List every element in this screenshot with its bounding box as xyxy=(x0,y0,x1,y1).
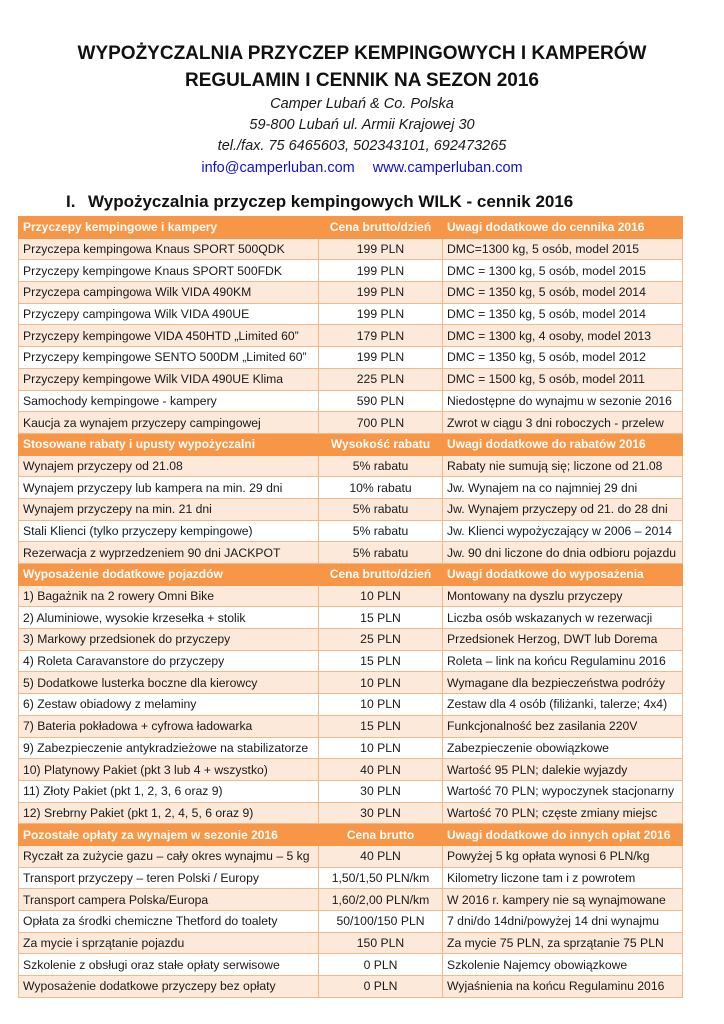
item-notes: Wymagane dla bezpieczeństwa podróży xyxy=(443,672,683,694)
item-name: Przyczepa kempingowa Knaus SPORT 500QDK xyxy=(19,238,319,260)
item-price: 199 PLN xyxy=(319,238,443,260)
main-title-line-1: WYPOŻYCZALNIA PRZYCZEP KEMPINGOWYCH I KAMPERÓW xyxy=(77,43,647,64)
item-name: Transport przyczepy – teren Polski / Europy xyxy=(19,867,319,889)
item-name: Samochody kempingowe - kampery xyxy=(19,390,319,412)
email-link[interactable]: info@camperluban.com xyxy=(201,160,355,176)
table-row xyxy=(19,303,683,325)
item-notes: Montowany na dyszlu przyczepy xyxy=(443,585,683,607)
item-notes: Roleta – link na końcu Regulaminu 2016 xyxy=(443,650,683,672)
item-price: 25 PLN xyxy=(319,629,443,651)
company-address: 59-800 Lubań ul. Armii Krajowej 30 xyxy=(249,117,475,133)
item-notes: W 2016 r. kampery nie są wynajmowane xyxy=(443,889,683,911)
header-category: Wyposażenie dodatkowe pojazdów xyxy=(19,564,319,586)
header-category: Stosowane rabaty i upusty wypożyczalni xyxy=(19,433,319,455)
item-name: 6) Zestaw obiadowy z melaminy xyxy=(19,694,319,716)
item-price: 199 PLN xyxy=(319,260,443,282)
table-row xyxy=(19,802,683,824)
item-name: 11) Złoty Pakiet (pkt 1, 2, 3, 6 oraz 9) xyxy=(19,780,319,802)
item-price: 225 PLN xyxy=(319,368,443,390)
item-name: 1) Bagażnik na 2 rowery Omni Bike xyxy=(19,585,319,607)
item-price: 30 PLN xyxy=(319,780,443,802)
table-row xyxy=(19,325,683,347)
item-name: Szkolenie z obsługi oraz stałe opłaty serwisowe xyxy=(19,954,319,976)
section-heading xyxy=(66,192,573,212)
item-name: 7) Bateria pokładowa + cyfrowa ładowarka xyxy=(19,715,319,737)
table-row xyxy=(19,347,683,369)
item-name: Przyczepy kempingowe Knaus SPORT 500FDK xyxy=(19,260,319,282)
item-price: 15 PLN xyxy=(319,715,443,737)
header-price: Wysokość rabatu xyxy=(319,433,443,455)
item-notes: Za mycie 75 PLN, za sprzątanie 75 PLN xyxy=(443,932,683,954)
item-price: 50/100/150 PLN xyxy=(319,911,443,933)
table-row xyxy=(19,238,683,260)
table-row xyxy=(19,976,683,998)
item-name: Wyposażenie dodatkowe przyczepy bez opłaty xyxy=(19,976,319,998)
item-price: 0 PLN xyxy=(319,976,443,998)
item-price: 5% rabatu xyxy=(319,498,443,520)
item-price: 15 PLN xyxy=(319,607,443,629)
item-name: 10) Platynowy Pakiet (pkt 3 lub 4 + wszystko) xyxy=(19,759,319,781)
table-row xyxy=(19,759,683,781)
table-row xyxy=(19,629,683,651)
table-row xyxy=(19,911,683,933)
table-row xyxy=(19,932,683,954)
table-row xyxy=(19,390,683,412)
table-section-header xyxy=(19,564,683,586)
item-notes: DMC = 1350 kg, 5 osób, model 2012 xyxy=(443,347,683,369)
item-notes: Jw. Klienci wypożyczający w 2006 – 2014 xyxy=(443,520,683,542)
table-row xyxy=(19,455,683,477)
item-notes: Kilometry liczone tam i z powrotem xyxy=(443,867,683,889)
item-name: Przyczepa campingowa Wilk VIDA 490KM xyxy=(19,282,319,304)
item-price: 1,60/2,00 PLN/km xyxy=(319,889,443,911)
item-price: 150 PLN xyxy=(319,932,443,954)
item-notes: Rabaty nie sumują się; liczone od 21.08 xyxy=(443,455,683,477)
header-price: Cena brutto/dzień xyxy=(319,217,443,239)
header-notes: Uwagi dodatkowe do cennika 2016 xyxy=(443,217,683,239)
table-row xyxy=(19,477,683,499)
item-name: 2) Aluminiowe, wysokie krzesełka + stolik xyxy=(19,607,319,629)
item-name: Wynajem przyczepy lub kampera na min. 29 dni xyxy=(19,477,319,499)
table-row xyxy=(19,694,683,716)
item-notes: Jw. Wynajem przyczepy od 21. do 28 dni xyxy=(443,498,683,520)
item-name: Kaucja za wynajem przyczepy campingowej xyxy=(19,412,319,434)
item-notes: Wartość 70 PLN; częste zmiany miejsc xyxy=(443,802,683,824)
item-name: Transport campera Polska/Europa xyxy=(19,889,319,911)
item-name: Przyczepy campingowa Wilk VIDA 490UE xyxy=(19,303,319,325)
item-notes: DMC = 1300 kg, 5 osób, model 2015 xyxy=(443,260,683,282)
table-row xyxy=(19,412,683,434)
item-notes: Zestaw dla 4 osób (filiżanki, talerze; 4x4) xyxy=(443,694,683,716)
item-notes: Jw. Wynajem na co najmniej 29 dni xyxy=(443,477,683,499)
item-notes: Jw. 90 dni liczone do dnia odbioru pojazdu xyxy=(443,542,683,564)
item-name: Wynajem przyczepy na min. 21 dni xyxy=(19,498,319,520)
item-notes: 7 dni/do 14dni/powyżej 14 dni wynajmu xyxy=(443,911,683,933)
item-price: 30 PLN xyxy=(319,802,443,824)
item-name: Przyczepy kempingowe SENTO 500DM „Limited 60” xyxy=(19,347,319,369)
main-title-line-2: REGULAMIN I CENNIK NA SEZON 2016 xyxy=(184,70,539,91)
table-section-header xyxy=(19,433,683,455)
section-title: Wypożyczalnia przyczep kempingowych WILK - cennik 2016 xyxy=(88,192,574,211)
table-row xyxy=(19,607,683,629)
item-notes: Zabezpieczenie obowiązkowe xyxy=(443,737,683,759)
header-price: Cena brutto xyxy=(319,824,443,846)
item-price: 1,50/1,50 PLN/km xyxy=(319,867,443,889)
header-notes: Uwagi dodatkowe do rabatów 2016 xyxy=(443,433,683,455)
item-price: 10 PLN xyxy=(319,585,443,607)
table-row xyxy=(19,780,683,802)
item-price: 10 PLN xyxy=(319,672,443,694)
table-row xyxy=(19,672,683,694)
item-price: 199 PLN xyxy=(319,282,443,304)
section-number: I. xyxy=(66,192,76,211)
item-price: 700 PLN xyxy=(319,412,443,434)
item-notes: Szkolenie Najemcy obowiązkowe xyxy=(443,954,683,976)
header-category: Pozostałe opłaty za wynajem w sezonie 2016 xyxy=(19,824,319,846)
item-name: Za mycie i sprzątanie pojazdu xyxy=(19,932,319,954)
table-row xyxy=(19,954,683,976)
item-notes: Wartość 95 PLN; dalekie wyjazdy xyxy=(443,759,683,781)
item-name: Opłata za środki chemiczne Thetford do toalety xyxy=(19,911,319,933)
item-name: 12) Srebrny Pakiet (pkt 1, 2, 4, 5, 6 oraz 9) xyxy=(19,802,319,824)
item-notes: Powyżej 5 kg opłata wynosi 6 PLN/kg xyxy=(443,845,683,867)
item-name: Rezerwacja z wyprzedzeniem 90 dni JACKPOT xyxy=(19,542,319,564)
table-row xyxy=(19,260,683,282)
item-price: 40 PLN xyxy=(319,845,443,867)
item-price: 590 PLN xyxy=(319,390,443,412)
item-price: 10% rabatu xyxy=(319,477,443,499)
item-price: 199 PLN xyxy=(319,347,443,369)
price-table xyxy=(18,216,683,998)
item-price: 5% rabatu xyxy=(319,455,443,477)
table-row xyxy=(19,282,683,304)
document-header xyxy=(0,40,724,179)
header-category: Przyczepy kempingowe i kampery xyxy=(19,217,319,239)
item-notes: Przedsionek Herzog, DWT lub Dorema xyxy=(443,629,683,651)
item-price: 5% rabatu xyxy=(319,520,443,542)
header-notes: Uwagi dodatkowe do wyposażenia xyxy=(443,564,683,586)
item-notes: DMC = 1350 kg, 5 osób, model 2014 xyxy=(443,303,683,325)
item-notes: DMC=1300 kg, 5 osób, model 2015 xyxy=(443,238,683,260)
item-notes: Liczba osób wskazanych w rezerwacji xyxy=(443,607,683,629)
item-price: 40 PLN xyxy=(319,759,443,781)
table-row xyxy=(19,520,683,542)
header-notes: Uwagi dodatkowe do innych opłat 2016 xyxy=(443,824,683,846)
item-price: 0 PLN xyxy=(319,954,443,976)
item-notes: Funkcjonalność bez zasilania 220V xyxy=(443,715,683,737)
item-notes: DMC = 1300 kg, 4 osoby, model 2013 xyxy=(443,325,683,347)
table-row xyxy=(19,368,683,390)
item-notes: Wyjaśnienia na końcu Regulaminu 2016 xyxy=(443,976,683,998)
table-section-header xyxy=(19,824,683,846)
item-notes: Zwrot w ciągu 3 dni roboczych - przelew xyxy=(443,412,683,434)
table-row xyxy=(19,650,683,672)
table-row xyxy=(19,867,683,889)
table-section-header xyxy=(19,217,683,239)
table-row xyxy=(19,585,683,607)
item-price: 199 PLN xyxy=(319,303,443,325)
item-name: 3) Markowy przedsionek do przyczepy xyxy=(19,629,319,651)
item-price: 15 PLN xyxy=(319,650,443,672)
table-row xyxy=(19,889,683,911)
contact-links xyxy=(0,158,724,179)
item-notes: DMC = 1350 kg, 5 osób, model 2014 xyxy=(443,282,683,304)
company-name: Camper Lubań & Co. Polska xyxy=(270,96,454,112)
item-notes: Wartość 70 PLN; wypoczynek stacjonarny xyxy=(443,780,683,802)
item-price: 179 PLN xyxy=(319,325,443,347)
table-row xyxy=(19,715,683,737)
item-name: 5) Dodatkowe lusterka boczne dla kierowcy xyxy=(19,672,319,694)
header-price: Cena brutto/dzień xyxy=(319,564,443,586)
item-price: 10 PLN xyxy=(319,737,443,759)
item-name: Przyczepy kempingowe VIDA 450HTD „Limited 60” xyxy=(19,325,319,347)
item-price: 10 PLN xyxy=(319,694,443,716)
table-row xyxy=(19,737,683,759)
company-phone: tel./fax. 75 6465603, 502343101, 692473265 xyxy=(217,138,507,154)
item-name: 9) Zabezpieczenie antykradzieżowe na stabilizatorze xyxy=(19,737,319,759)
item-name: Przyczepy kempingowe Wilk VIDA 490UE Klima xyxy=(19,368,319,390)
item-name: 4) Roleta Caravanstore do przyczepy xyxy=(19,650,319,672)
item-notes: Niedostępne do wynajmu w sezonie 2016 xyxy=(443,390,683,412)
item-price: 5% rabatu xyxy=(319,542,443,564)
item-name: Ryczałt za zużycie gazu – cały okres wynajmu – 5 kg xyxy=(19,845,319,867)
table-row xyxy=(19,845,683,867)
table-row xyxy=(19,498,683,520)
item-name: Wynajem przyczepy od 21.08 xyxy=(19,455,319,477)
item-notes: DMC = 1500 kg, 5 osób, model 2011 xyxy=(443,368,683,390)
website-link[interactable]: www.camperluban.com xyxy=(372,160,523,176)
table-row xyxy=(19,542,683,564)
item-name: Stali Klienci (tylko przyczepy kempingowe) xyxy=(19,520,319,542)
